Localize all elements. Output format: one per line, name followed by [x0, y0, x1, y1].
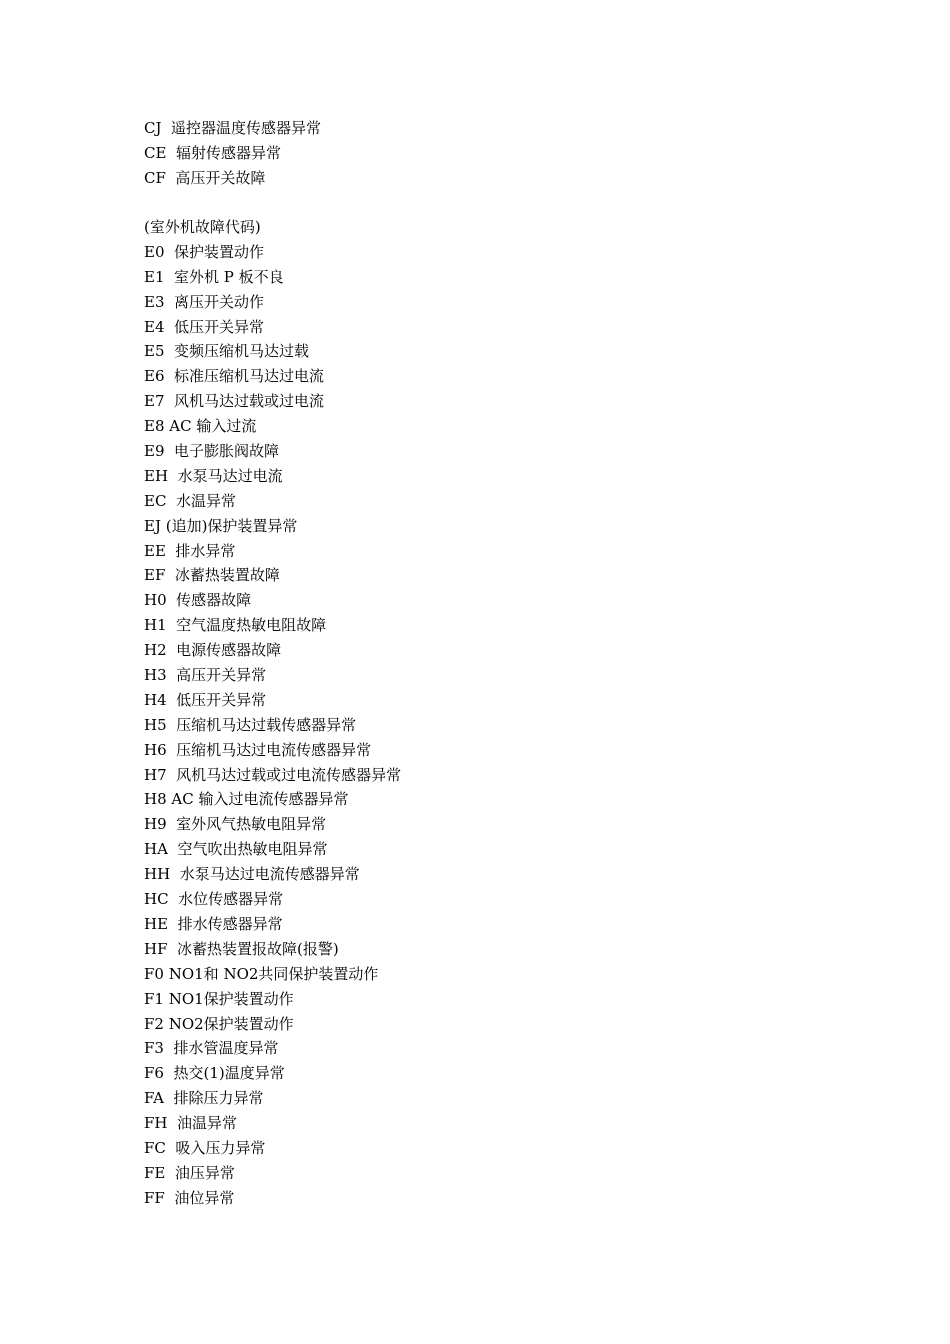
outdoor-code-list: [144, 240, 844, 1211]
code-line: H2 电源传感器故障: [144, 641, 282, 660]
code-line: F3 排水管温度异常: [144, 1039, 279, 1058]
code-line: FF 油位异常: [144, 1188, 235, 1207]
code-line: H3 高压开关异常: [144, 666, 267, 685]
code-line: E1 室外机 P 板不良: [144, 267, 284, 286]
code-line: E8 AC 输入过流: [144, 417, 257, 436]
code-line: HH 水泵马达过电流传感器异常: [144, 865, 360, 884]
indoor-codes-continued: [144, 116, 844, 191]
code-line: H7 风机马达过载或过电流传感器异常: [144, 765, 402, 784]
code-line: HF 冰蓄热装置报故障(报警): [144, 939, 339, 958]
code-line: E0 保护装置动作: [144, 242, 265, 261]
code-line: H0 传感器故障: [144, 591, 252, 610]
code-line: CE 辐射传感器异常: [144, 143, 281, 162]
code-line: E6 标准压缩机马达过电流: [144, 367, 325, 386]
code-line: E4 低压开关异常: [144, 317, 265, 336]
code-line: FH 油温异常: [144, 1114, 238, 1133]
section-heading: (室外机故障代码): [144, 218, 261, 236]
outdoor-codes-section: [144, 215, 844, 1211]
code-line: CF 高压开关故障: [144, 168, 266, 187]
code-line: HC 水位传感器异常: [144, 890, 284, 909]
code-line: F1 NO1保护装置动作: [144, 989, 294, 1008]
code-line: E9 电子膨胀阀故障: [144, 442, 280, 461]
code-line: F0 NO1和 NO2共同保护装置动作: [144, 964, 379, 983]
code-line: EF 冰蓄热装置故障: [144, 566, 280, 585]
code-line: F2 NO2保护装置动作: [144, 1014, 294, 1033]
code-line: E3 离压开关动作: [144, 292, 265, 311]
code-line: HE 排水传感器异常: [144, 914, 283, 933]
code-line: H1 空气温度热敏电阻故障: [144, 616, 327, 635]
code-line: FC 吸入压力异常: [144, 1138, 266, 1157]
code-line: EC 水温异常: [144, 491, 236, 510]
code-line: H8 AC 输入过电流传感器异常: [144, 790, 349, 809]
code-line: HA 空气吹出热敏电阻异常: [144, 840, 328, 859]
code-line: FA 排除压力异常: [144, 1089, 264, 1108]
code-line: F6 热交(1)温度异常: [144, 1064, 285, 1083]
code-line: H5 压缩机马达过载传感器异常: [144, 715, 357, 734]
code-line: EE 排水异常: [144, 541, 236, 560]
code-line: E5 变频压缩机马达过载: [144, 342, 310, 361]
code-line: H4 低压开关异常: [144, 690, 267, 709]
code-line: CJ 遥控器温度传感器异常: [144, 119, 322, 137]
code-line: EH 水泵马达过电流: [144, 466, 283, 485]
code-line: E7 风机马达过载或过电流: [144, 392, 325, 411]
code-line: EJ (追加)保护装置异常: [144, 516, 298, 535]
code-line: FE 油压异常: [144, 1163, 235, 1182]
code-line: H9 室外风气热敏电阻异常: [144, 815, 327, 834]
code-line: H6 压缩机马达过电流传感器异常: [144, 740, 372, 759]
